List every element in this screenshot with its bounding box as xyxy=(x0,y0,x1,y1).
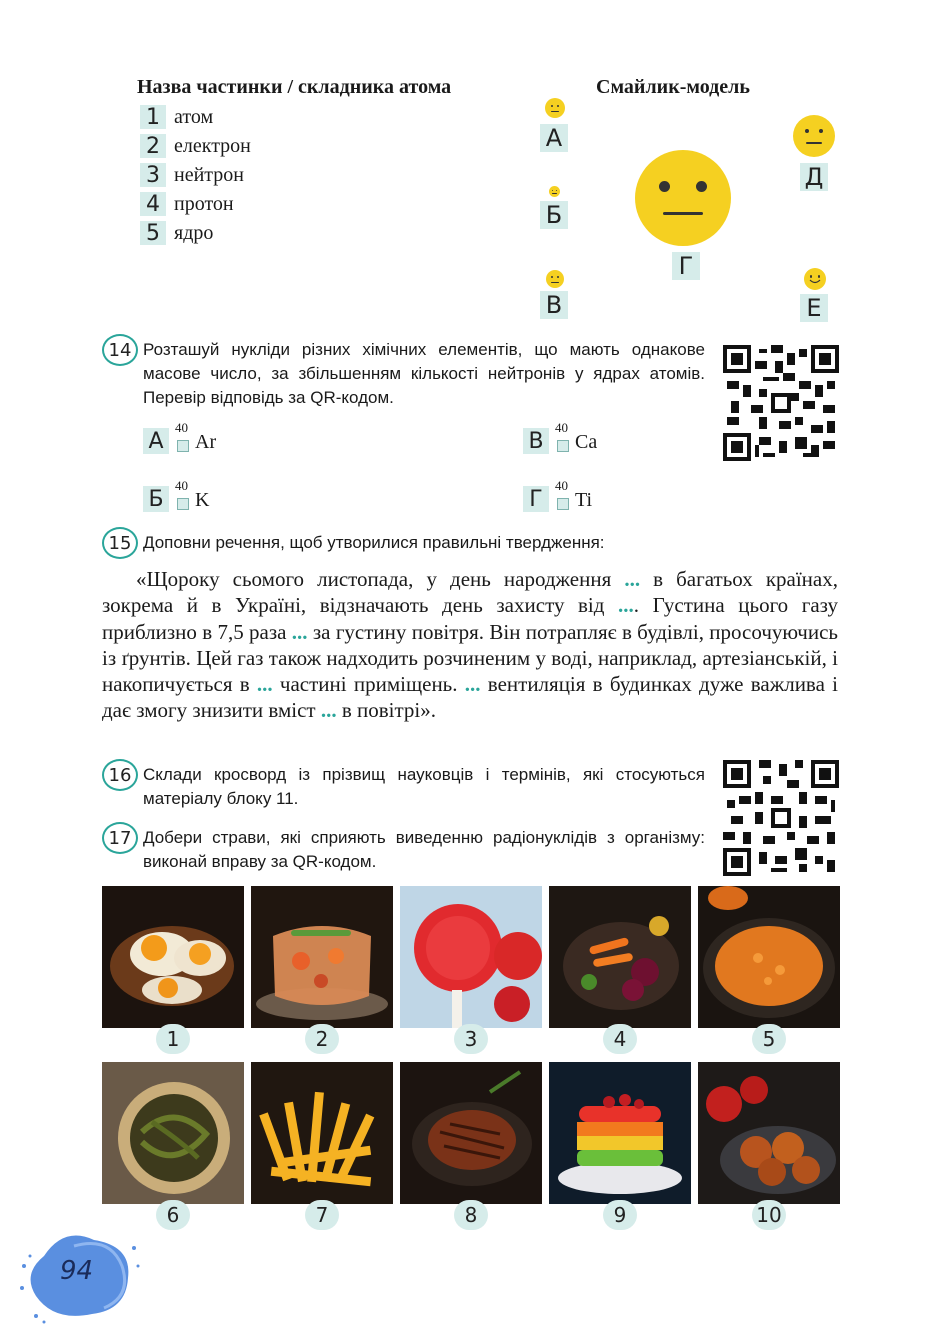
mass-number: 40 xyxy=(555,478,568,493)
option-letter: В xyxy=(523,428,549,454)
photo-number-label: 9 xyxy=(603,1200,637,1230)
mass-number: 40 xyxy=(555,420,568,435)
photo-number-label: 5 xyxy=(752,1024,786,1054)
smiley-letter-g: Г xyxy=(672,252,700,280)
particle-name-header: Назва частинки / складника атома xyxy=(137,76,452,98)
photo-number-label: 7 xyxy=(305,1200,339,1230)
blank-dots[interactable]: ... xyxy=(291,619,308,644)
list-item xyxy=(140,133,251,159)
blank-cell[interactable] xyxy=(177,440,189,452)
food-photo-steak[interactable] xyxy=(400,1062,542,1204)
smiley-icon xyxy=(549,186,560,197)
blank-cell[interactable] xyxy=(557,498,569,510)
item-label: протон xyxy=(174,192,234,215)
option-letter: Б xyxy=(143,486,169,512)
smiley-letter-v: В xyxy=(540,291,568,319)
item-label: атом xyxy=(174,105,214,128)
smiley-icon xyxy=(545,98,565,118)
nuclide-option xyxy=(143,478,210,512)
smiley-icon xyxy=(635,150,731,246)
item-number: 4 xyxy=(140,192,166,216)
smiling-smiley-icon xyxy=(804,268,826,290)
text-part: за густину повітря. Він потрапляє в будівлі, просочуючись із ґрунтів. Цей газ також надходить розчиненим у воді, наприклад, артезіанській, і накопичується в xyxy=(102,619,838,697)
photo-number-label: 6 xyxy=(156,1200,190,1230)
option-letter: Г xyxy=(523,486,549,512)
photo-number-label: 3 xyxy=(454,1024,488,1054)
smiley-letter-d: Д xyxy=(800,163,828,191)
item-number: 1 xyxy=(140,105,166,129)
food-photo-pumpkin-porridge[interactable] xyxy=(698,886,840,1028)
blank-dots[interactable]: ... xyxy=(618,593,634,618)
food-photo-carrots-beets[interactable] xyxy=(549,886,691,1028)
task-number-16: 16 xyxy=(102,759,138,791)
task-14-text: Розташуй нукліди різних хімічних елементів, що мають однакове масове число, за збільшенням кількості нейтронів у ядрах атомів. Перевір відповідь за QR-кодом. xyxy=(143,340,705,407)
photo-number-label: 2 xyxy=(305,1024,339,1054)
page-number: 94 xyxy=(60,1256,94,1286)
nuclide-option xyxy=(523,420,598,454)
food-photo-lollipops[interactable] xyxy=(400,886,542,1028)
food-photo-seaweed[interactable] xyxy=(102,1062,244,1204)
text-part: вентиляція в будинках дуже важлива і дає змогу знизити вміст xyxy=(102,672,838,723)
item-number: 2 xyxy=(140,134,166,158)
task-17-text: Добери страви, які сприяють виведенню радіонуклідів з організму: виконай вправу за QR-кодом. xyxy=(143,828,705,871)
task-number-17: 17 xyxy=(102,822,138,854)
item-label: електрон xyxy=(174,134,251,157)
blank-dots[interactable]: ... xyxy=(624,567,641,591)
text-part: в повітрі». xyxy=(336,698,436,723)
list-item xyxy=(140,162,244,188)
option-letter: А xyxy=(143,428,169,454)
task-number-15: 15 xyxy=(102,527,138,559)
element-symbol: Ca xyxy=(575,431,598,453)
food-photo-fried-eggs[interactable] xyxy=(102,886,244,1028)
blank-dots[interactable]: ... xyxy=(464,672,481,697)
list-item xyxy=(140,104,213,130)
task-number-14: 14 xyxy=(102,334,138,366)
food-photo-baked-apples[interactable] xyxy=(698,1062,840,1204)
smiley-icon xyxy=(793,115,835,157)
element-symbol: K xyxy=(195,489,210,511)
photo-number-label: 10 xyxy=(752,1200,786,1230)
qr-code-task-14[interactable] xyxy=(723,345,839,461)
element-symbol: Ar xyxy=(195,431,217,453)
task-15-text: Доповни речення, щоб утворилися правильні твердження: xyxy=(143,533,605,552)
photo-number-label: 8 xyxy=(454,1200,488,1230)
food-photo-french-fries[interactable] xyxy=(251,1062,393,1204)
smiley-letter-b: Б xyxy=(540,201,568,229)
food-photo-jelly-dessert[interactable] xyxy=(549,1062,691,1204)
list-item xyxy=(140,191,234,217)
text-part: в багатьох країнах, зокрема й в Україні, відзначають день захисту від xyxy=(102,567,838,618)
mass-number: 40 xyxy=(175,420,188,435)
task-16-text: Склади кросворд із прізвищ науковців і термінів, які стосуються матеріалу блоку 11. xyxy=(143,765,705,808)
qr-code-task-16-17[interactable] xyxy=(723,760,839,876)
blank-cell[interactable] xyxy=(557,440,569,452)
item-label: нейтрон xyxy=(174,163,244,186)
nuclide-option xyxy=(143,420,217,454)
text-part: «Щороку сьомого листопада, у день народження xyxy=(136,567,625,591)
nuclide-option xyxy=(523,478,593,512)
item-number: 5 xyxy=(140,221,166,245)
smiley-model-header: Смайлик-модель xyxy=(596,76,750,98)
blank-cell[interactable] xyxy=(177,498,189,510)
blank-dots[interactable]: ... xyxy=(256,672,273,697)
list-item xyxy=(140,220,213,246)
smiley-letter-e: Е xyxy=(800,294,828,322)
item-number: 3 xyxy=(140,163,166,187)
mass-number: 40 xyxy=(175,478,188,493)
food-photo-aspic[interactable] xyxy=(251,886,393,1028)
text-part: . Густина цього газу приблизно в 7,5 раза xyxy=(102,593,838,644)
photo-number-label: 4 xyxy=(603,1024,637,1054)
smiley-icon xyxy=(546,270,564,288)
text-part: частині приміщень. xyxy=(272,672,465,697)
element-symbol: Ti xyxy=(575,489,593,511)
fill-in-paragraph xyxy=(102,566,838,724)
photo-number-label: 1 xyxy=(156,1024,190,1054)
item-label: ядро xyxy=(174,221,214,244)
smiley-letter-a: А xyxy=(540,124,568,152)
blank-dots[interactable]: ... xyxy=(320,698,337,723)
